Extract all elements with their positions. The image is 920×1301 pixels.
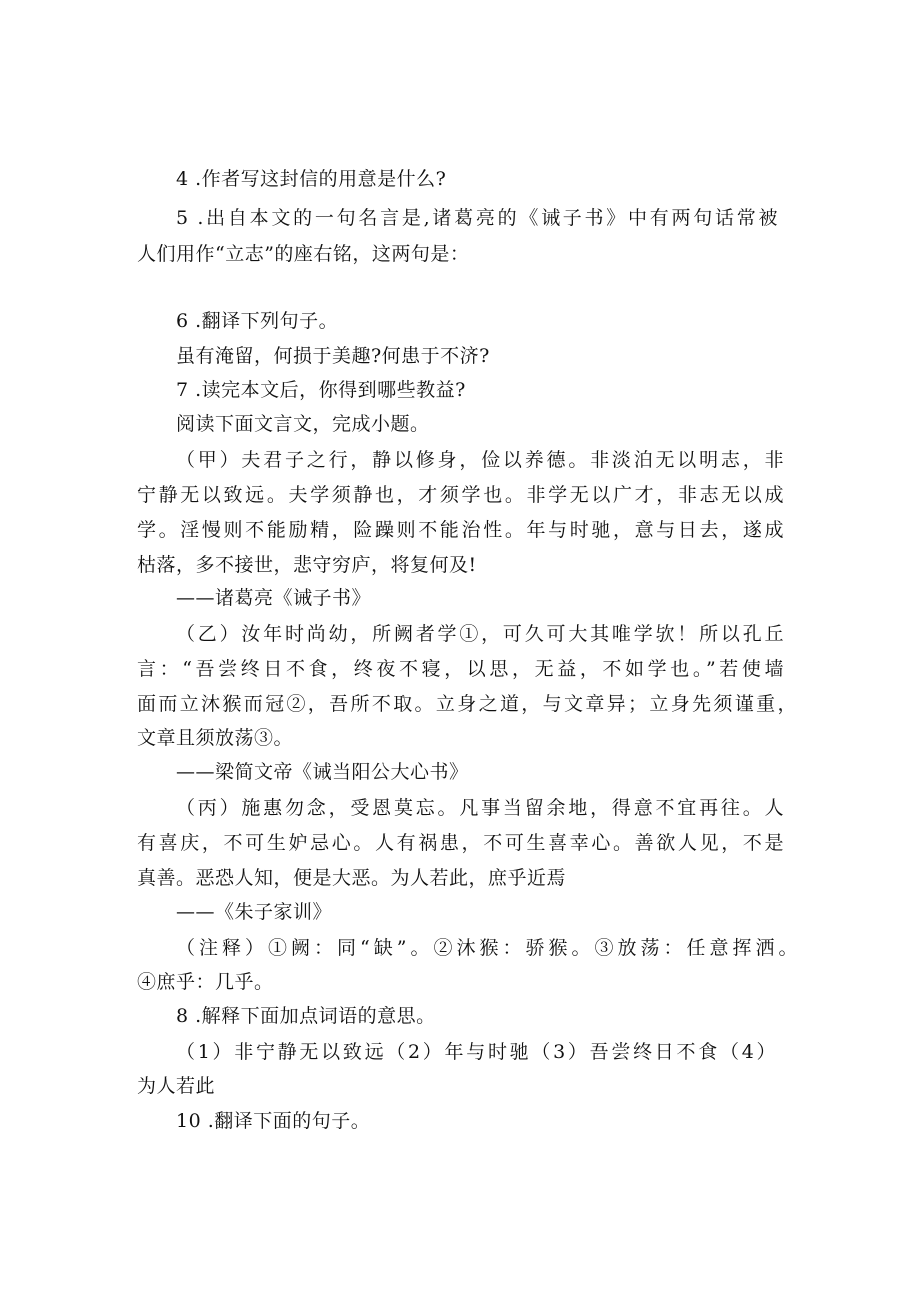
passage-yi-line-4: 文章且须放荡③。 xyxy=(137,727,294,749)
passage-yi-line-1: （乙）汝年时尚幼，所阙者学①，可久可大其唯学欤！所以孔丘 xyxy=(176,623,784,645)
passage-jia-line-3: 学。淫慢则不能励精，险躁则不能治性。年与时驰，意与日去，遂成 xyxy=(137,519,784,541)
question-4: 4 .作者写这封信的用意是什么? xyxy=(176,168,447,190)
annotation-line-2: ④庶乎：几乎。 xyxy=(137,971,274,993)
passage-yi-source: ——梁简文帝《诫当阳公大心书》 xyxy=(176,761,469,783)
translate-sentence: 虽有淹留，何损于美趣?何患于不济? xyxy=(176,345,490,367)
question-5-continued: 人们用作“立志”的座右铭，这两句是： xyxy=(137,243,470,265)
question-8-items: （1）非宁静无以致远（2）年与时驰（3）吾尝终日不食（4） xyxy=(176,1041,776,1063)
passage-yi-line-3: 面而立沐猴而冠②，吾所不取。立身之道，与文章异；立身先须谨重， xyxy=(137,693,797,715)
passage-jia-line-4: 枯落，多不接世，悲守穷庐，将复何及! xyxy=(137,554,477,576)
annotation-line-1: （注释）①阙：同“缺”。②沐猴：骄猴。③放荡：任意挥洒。 xyxy=(176,937,798,959)
passage-bing-line-2: 有喜庆，不可生妒忌心。人有祸患，不可生喜幸心。善欲人见，不是 xyxy=(137,832,784,854)
question-8: 8 .解释下面加点词语的意思。 xyxy=(176,1005,436,1027)
question-5: 5 .出自本文的一句名言是,诸葛亮的《诫子书》中有两句话常被 xyxy=(176,207,778,229)
passage-bing-source: ——《朱子家训》 xyxy=(176,901,333,923)
question-10: 10 .翻译下面的句子。 xyxy=(176,1110,371,1132)
question-8-items-continued: 为人若此 xyxy=(137,1075,216,1097)
passage-jia-line-2: 宁静无以致远。夫学须静也，才须学也。非学无以广才，非志无以成 xyxy=(137,484,784,506)
question-7: 7 .读完本文后，你得到哪些教益? xyxy=(176,379,466,401)
passage-jia-line-1: （甲）夫君子之行，静以修身，俭以养德。非淡泊无以明志，非 xyxy=(176,449,784,471)
passage-bing-line-1: （丙）施惠勿念，受恩莫忘。凡事当留余地，得意不宜再往。人 xyxy=(176,797,784,819)
reading-instruction: 阅读下面文言文，完成小题。 xyxy=(176,413,430,435)
passage-yi-line-2: 言：“吾尝终日不食，终夜不寝，以思，无益，不如学也。”若使墙 xyxy=(137,658,784,680)
passage-jia-source: ——诸葛亮《诫子书》 xyxy=(176,587,372,609)
passage-bing-line-3: 真善。恶恐人知，便是大恶。为人若此，庶乎近焉 xyxy=(137,867,567,889)
question-6: 6 .翻译下列句子。 xyxy=(176,310,339,332)
